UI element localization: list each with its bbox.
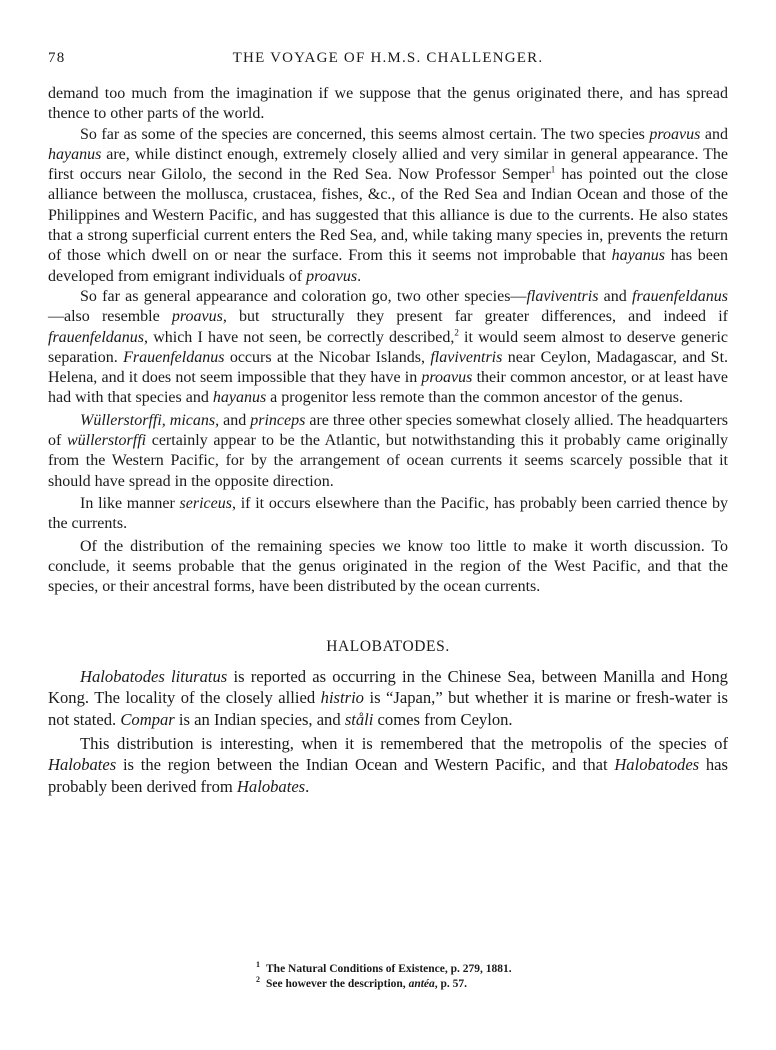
paragraph-conclusion: Of the distribution of the remaining species we know too little to make it worth discussion. To conclude, it seems probable that the genus originated in the region of the West Pacific, and that the species, or their ancestral forms, have been distributed by the ocean currents. [48,537,728,596]
footnotes [256,962,512,992]
footnote-ref-2: 2 [454,327,459,338]
section-heading: HALOBATODES. [326,638,450,656]
paragraph-halobatodes-species: Halobatodes lituratus is reported as occurring in the Chinese Sea, between Manilla and Hong Kong. The locality of the closely allied histrio is “Japan,” but whether it is marine or fresh-water is not stated. Compar is an Indian species, and ståli comes from Ceylon. [48,666,728,729]
paragraph-wullerstorffi: Wüllerstorffi, micans, and princeps are three other species somewhat closely allied. The headquarters of wüllerstorffi certainly appear to be the Atlantic, but notwithstanding this it probably came originally from the Western Pacific, for by the arrangement of ocean currents it seems scarcely possible that it should have spread in the opposite direction. [48,411,729,490]
footnote-2: $^2$ See however the description, antéa, p. 57. [256,975,468,990]
body-text [48,84,728,797]
page-header [48,50,728,70]
footnote-1: $^1$ The Natural Conditions of Existence, p. 279, 1881. [256,960,512,975]
paragraph-halobatodes-distribution: This distribution is interesting, when it is remembered that the metropolis of the species of Halobates is the region between the Indian Ocean and Western Pacific, and that Halobatodes has probably been derived from Halobates. [48,733,728,796]
running-title: THE VOYAGE OF H.M.S. CHALLENGER. [232,50,544,66]
paragraph-sericeus: In like manner sericeus, if it occurs elsewhere than the Pacific, has probably been carried thence by the currents. [48,494,728,533]
paragraph-continuation: demand too much from the imagination if we suppose that the genus originated there, and has spread thence to other parts of the world. [48,85,728,123]
footnote-ref-1: 1 [550,164,556,175]
page-number: 78 [48,50,66,66]
paragraph-proavus-hayanus: So far as some of the species are concerned, this seems almost certain. The two species proavus and hayanus are, while distinct enough, extremely closely allied and very similar in general appearance. The first occurs near Gilolo, the second in the Red Sea. Now Professor Semper$^1$ has pointed out the close alliance between the mollusca, crustacea, fishes, &c., of the Red Sea and Indian Ocean and those of the Philippines and Western Pacific, and has suggested that this alliance is due to the currents. He also states that a strong superficial current enters the Red Sea, and, while taking many species in, prevents the return of those which dwell on or near the surface. From this it seems not improbable that hayanus has been developed from emigrant individuals of proavus. [48,125,729,285]
paragraph-flaviventris-frauenfeldanus: So far as general appearance and coloration go, two other species—flaviventris and frauenfeldanus—also resemble proavus, but structurally they present far greater differences, and indeed if frauenfeldanus, which I have not seen, be correctly described,$^2$ it would seem almost to deserve generic separation. Frauenfeldanus occurs at the Nicobar Islands, flaviventris near Ceylon, Madagascar, and St. Helena, and it does not seem impossible that they have in proavus their common ancestor, or at least have had with that species and hayanus a progenitor less remote than the common ancestor of the genus. [48,287,729,407]
